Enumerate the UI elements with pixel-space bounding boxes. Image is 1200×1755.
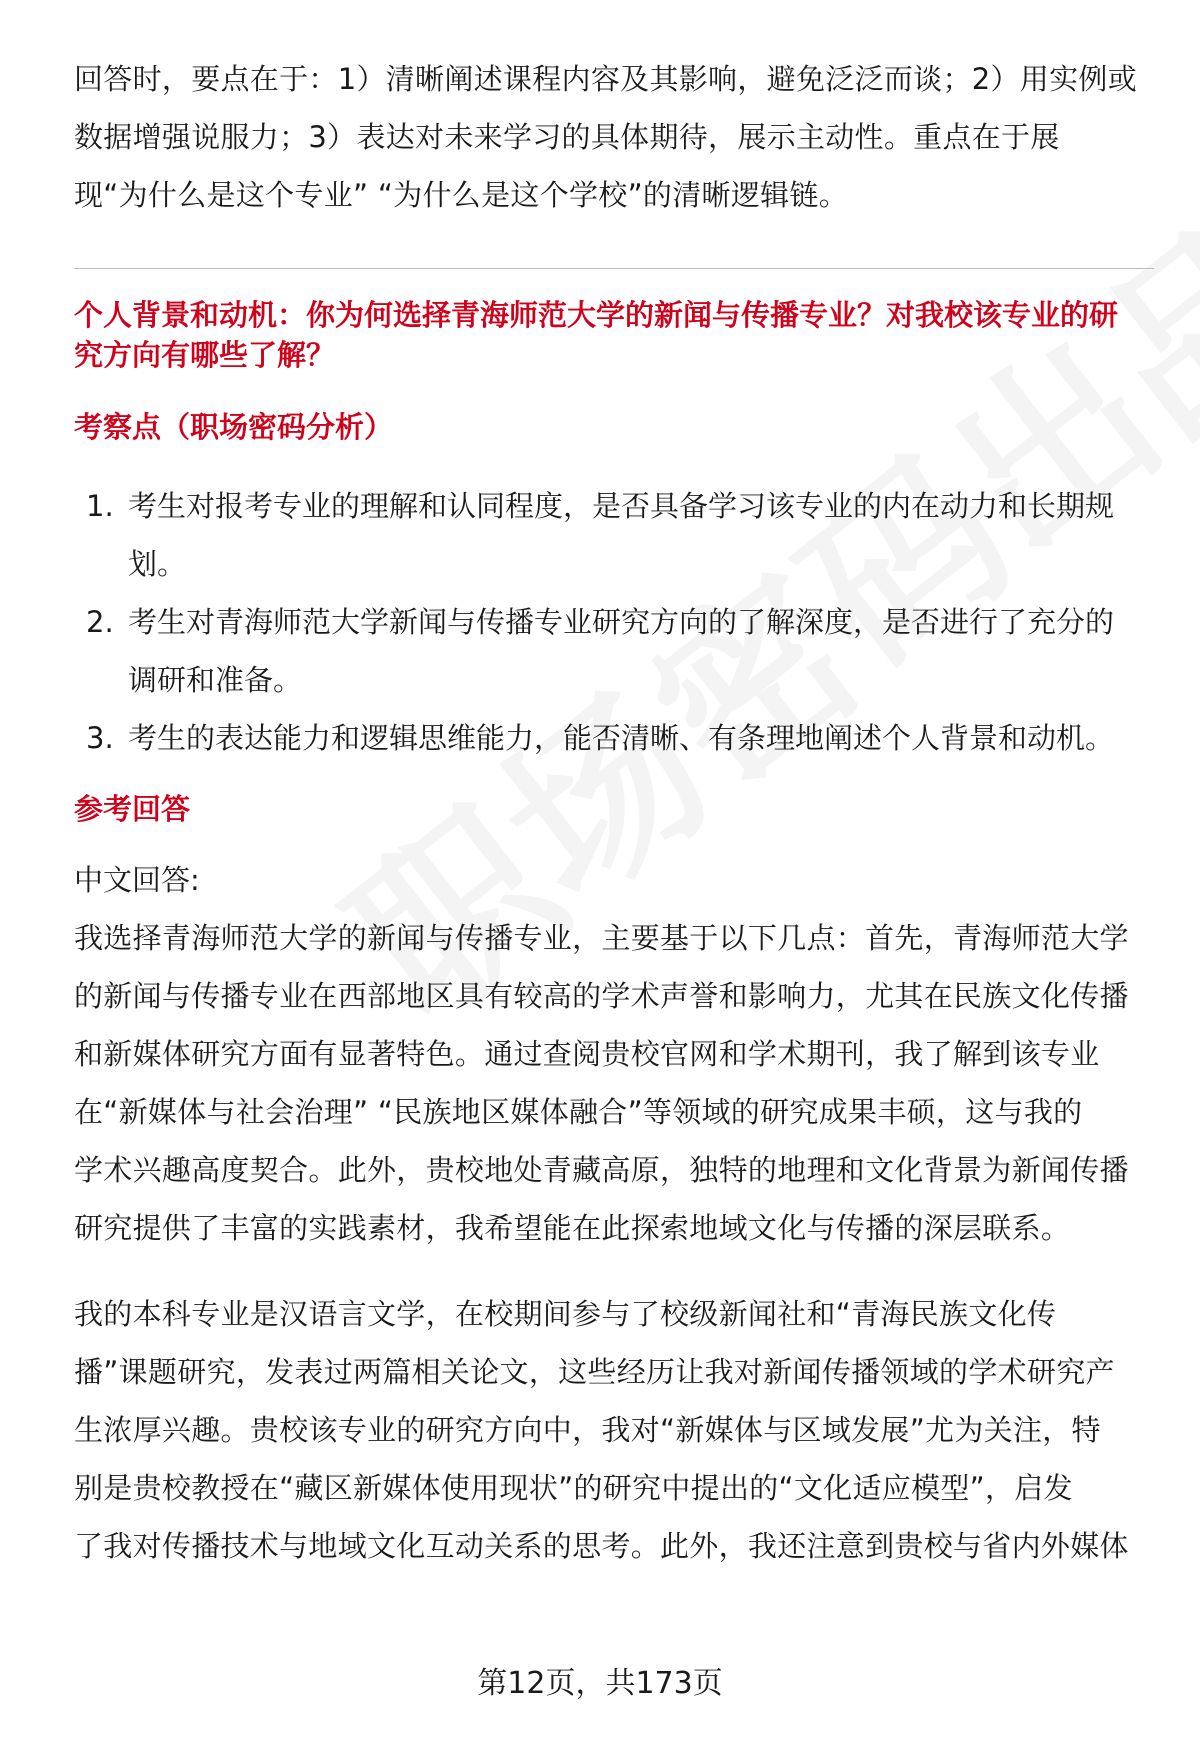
list-item-number: 3. [86, 721, 114, 755]
list-item-text: 考生对青海师范大学新闻与传播专业研究方向的了解深度，是否进行了充分的 [128, 605, 1115, 639]
question-line: 个人背景和动机：你为何选择青海师范大学的新闻与传播专业？对我校该专业的研 [74, 298, 1119, 332]
answer-paragraph-2 [74, 1285, 1154, 1575]
paragraph-gap [74, 1257, 1154, 1285]
answer-line: 研究提供了丰富的实践素材，我希望能在此探索地域文化与传播的深层联系。 [74, 1211, 1071, 1245]
answer-line: 生浓厚兴趣。贵校该专业的研究方向中，我对“新媒体与区域发展”尤为关注，特 [74, 1413, 1101, 1447]
examination-points-list [74, 477, 1154, 767]
intro-line: 现“为什么是这个专业” “为什么是这个学校”的清晰逻辑链。 [74, 178, 849, 212]
intro-line: 回答时，要点在于：1）清晰阐述课程内容及其影响，避免泛泛而谈；2）用实例或 [74, 62, 1138, 96]
section-divider [74, 268, 1154, 269]
document-page [74, 50, 1154, 1575]
answer-language-label: 中文回答: [74, 863, 200, 897]
question-title [74, 295, 1154, 375]
answer-line: 和新媒体研究方面有显著特色。通过查阅贵校官网和学术期刊，我了解到该专业 [74, 1037, 1100, 1071]
answer-paragraph-1 [74, 909, 1154, 1257]
question-line: 究方向有哪些了解？ [74, 338, 336, 372]
answer-line: 播”课题研究，发表过两篇相关论文，这些经历让我对新闻传播领域的学术研究产 [74, 1355, 1115, 1389]
answer-line: 别是贵校教授在“藏区新媒体使用现状”的研究中提出的“文化适应模型”，启发 [74, 1471, 1073, 1505]
list-item-text: 调研和准备。 [128, 663, 303, 697]
answer-line: 我的本科专业是汉语言文学，在校期间参与了校级新闻社和“青海民族文化传 [74, 1297, 1057, 1331]
page-number-footer: 第12页，共173页 [477, 1666, 723, 1701]
list-item-text: 考生对报考专业的理解和认同程度，是否具备学习该专业的内在动力和长期规 [128, 489, 1115, 523]
list-item [74, 593, 1154, 709]
answer-line: 了我对传播技术与地域文化互动关系的思考。此外，我还注意到贵校与省内外媒体 [74, 1529, 1129, 1563]
answer-line: 我选择青海师范大学的新闻与传播专业，主要基于以下几点：首先，青海师范大学 [74, 921, 1129, 955]
answer-line: 学术兴趣高度契合。此外，贵校地处青藏高原，独特的地理和文化背景为新闻传播 [74, 1153, 1129, 1187]
list-item [74, 477, 1154, 593]
list-item-number: 2. [86, 605, 114, 639]
list-item-text: 划。 [128, 547, 187, 581]
list-item-text: 考生的表达能力和逻辑思维能力，能否清晰、有条理地阐述个人背景和动机。 [128, 721, 1115, 755]
list-item-number: 1. [86, 489, 114, 523]
intro-line: 数据增强说服力；3）表达对未来学习的具体期待，展示主动性。重点在于展 [74, 120, 1060, 154]
list-item [74, 709, 1154, 767]
answer-line: 在“新媒体与社会治理” “民族地区媒体融合”等领域的研究成果丰硕，这与我的 [74, 1095, 1083, 1129]
answer-line: 的新闻与传播专业在西部地区具有较高的学术声誉和影响力，尤其在民族文化传播 [74, 979, 1129, 1013]
intro-tips [74, 50, 1154, 224]
examination-points-heading: 考察点（职场密码分析） [74, 410, 394, 444]
reference-answer-heading: 参考回答 [74, 792, 191, 826]
